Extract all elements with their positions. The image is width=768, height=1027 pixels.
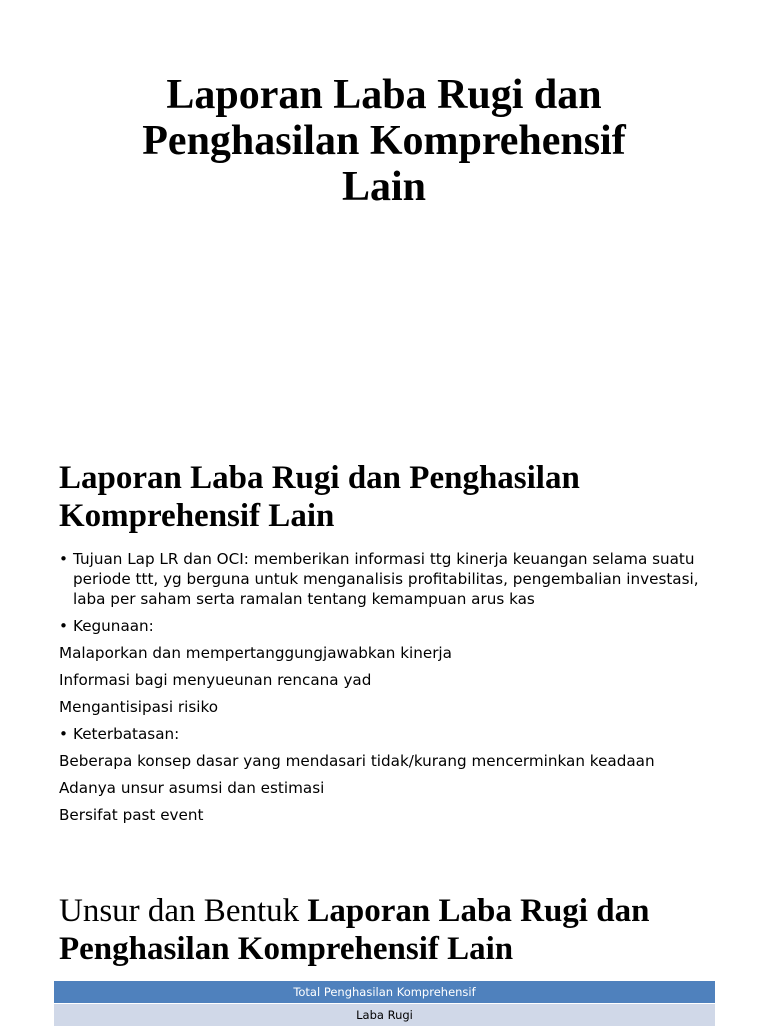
main-title-line: Laporan Laba Rugi dan	[166, 72, 602, 118]
slide-heading-line: Komprehensif Lain	[59, 498, 335, 534]
text-line: Beberapa konsep dasar yang mendasari tidak/kurang mencerminkan keadaan	[59, 752, 655, 770]
bullet-item	[59, 616, 718, 636]
sub-item	[59, 805, 718, 825]
bullet-marker: •	[59, 617, 68, 635]
text-line: Informasi bagi menyueunan rencana yad	[59, 671, 372, 689]
slide-heading	[59, 459, 728, 535]
main-title	[40, 72, 728, 210]
slide-heading-normal: Unsur dan Bentuk	[59, 893, 308, 929]
structure-table	[54, 981, 715, 1027]
bullet-marker: •	[59, 550, 68, 568]
bullet-item	[59, 549, 718, 609]
main-title-line: Penghasilan Komprehensif	[142, 118, 626, 164]
text-line: Keterbatasan:	[73, 725, 180, 743]
table-slide	[0, 864, 768, 1024]
table-header-row: Total Penghasilan Komprehensif	[54, 981, 715, 1004]
text-line: Tujuan Lap LR dan OCI: memberikan informasi ttg kinerja keuangan selama suatu	[73, 550, 695, 568]
title-slide	[0, 0, 768, 432]
content-slide	[0, 432, 768, 864]
text-line: Bersifat past event	[59, 806, 204, 824]
slide-heading-bold: Laporan Laba Rugi dan	[307, 893, 650, 929]
sub-item	[59, 643, 718, 663]
text-line: Mengantisipasi risiko	[59, 698, 219, 716]
sub-item	[59, 751, 718, 771]
text-line: Adanya unsur asumsi dan estimasi	[59, 779, 325, 797]
slide-heading-bold: Penghasilan Komprehensif Lain	[59, 931, 514, 967]
slide-heading	[59, 892, 728, 968]
bullet-marker: •	[59, 725, 68, 743]
content-list	[59, 549, 718, 832]
bullet-item	[59, 724, 718, 744]
sub-item	[59, 778, 718, 798]
sub-item	[59, 697, 718, 717]
text-line: periode ttt, yg berguna untuk menganalisis profitabilitas, pengembalian investasi,	[73, 570, 699, 588]
text-line: Malaporkan dan mempertanggungjawabkan kinerja	[59, 644, 452, 662]
slide-heading-line: Laporan Laba Rugi dan Penghasilan	[59, 460, 580, 496]
main-title-line: Lain	[341, 164, 427, 210]
text-line: Kegunaan:	[73, 617, 154, 635]
sub-item	[59, 670, 718, 690]
table-row: Laba Rugi	[54, 1004, 715, 1027]
text-line: laba per saham serta ramalan tentang kemampuan arus kas	[73, 590, 535, 608]
